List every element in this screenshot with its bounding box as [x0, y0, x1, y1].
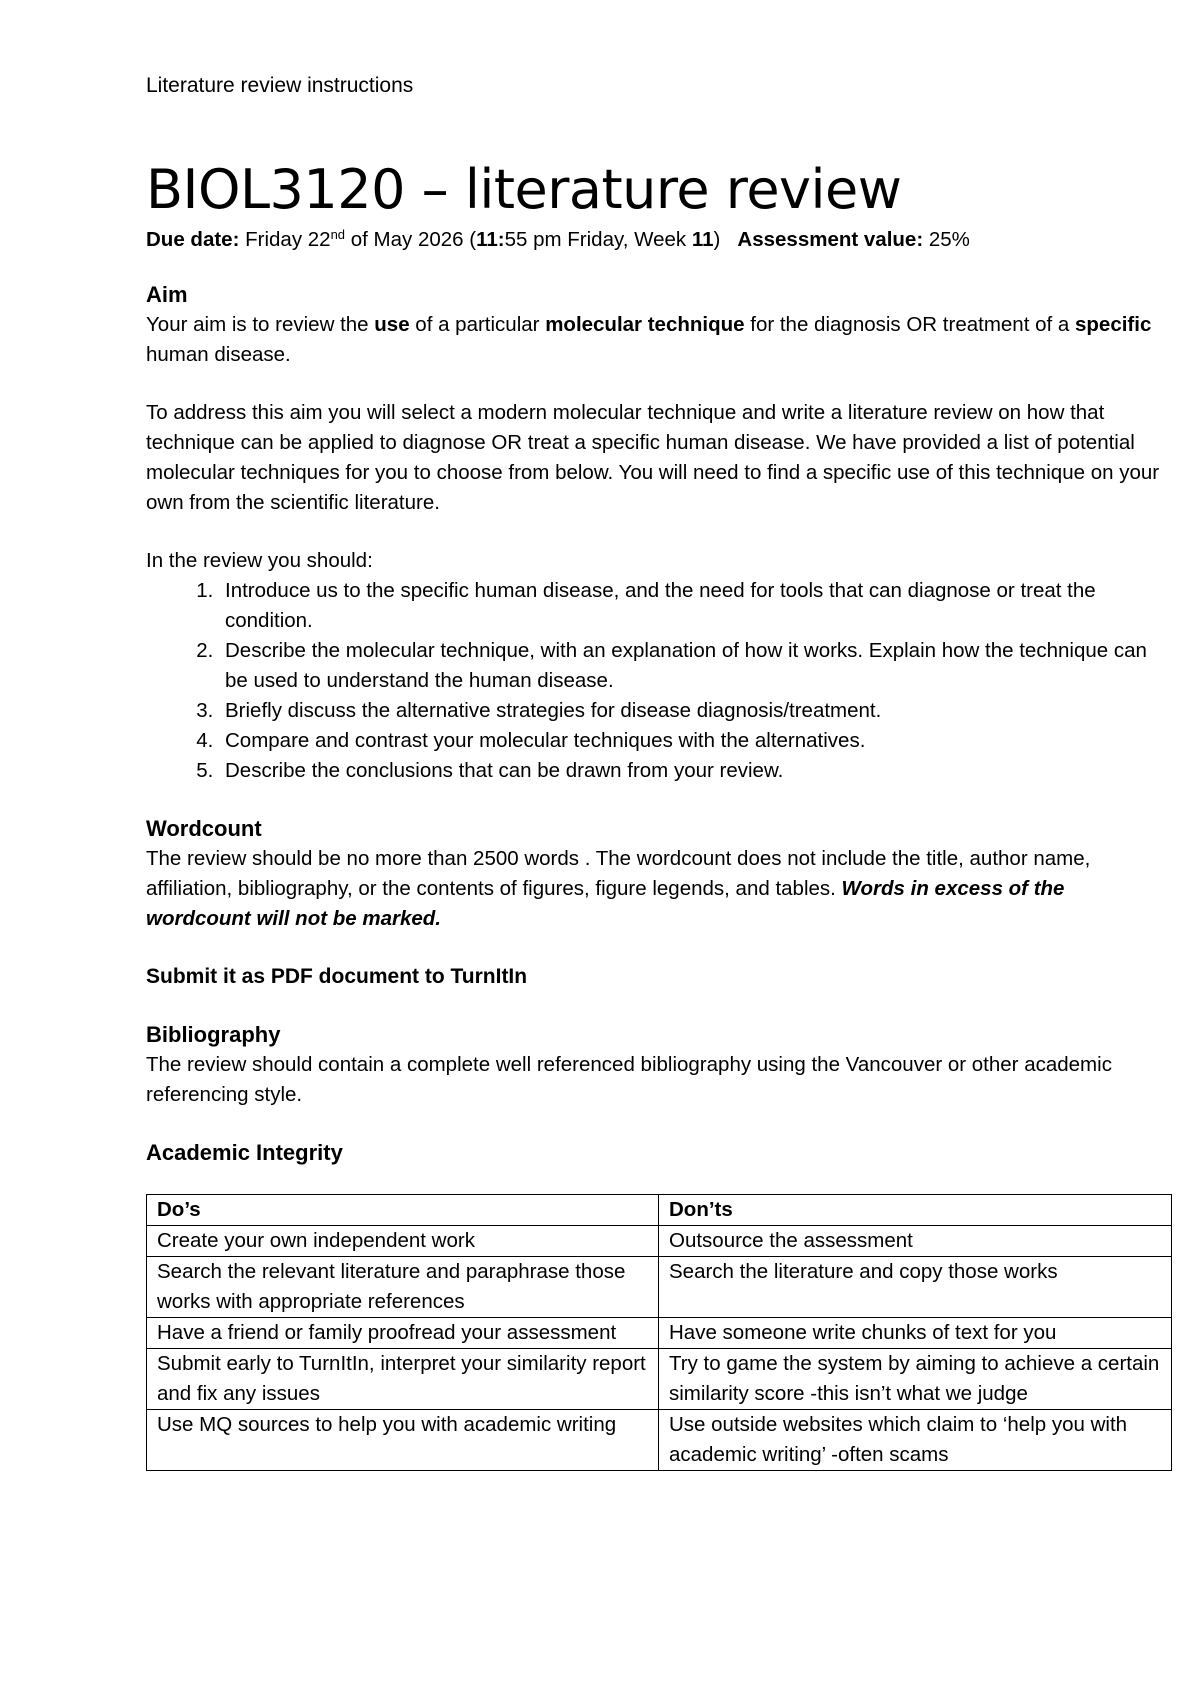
- due-day-suffix: nd: [330, 227, 346, 242]
- due-date-label: Due date:: [146, 228, 240, 251]
- review-points-list: [146, 576, 1172, 786]
- table-cell: Search the relevant literature and paraphrase those works with appropriate references: [147, 1257, 659, 1318]
- wordcount-text: The review should be no more than 2500 words . The wordcount does not include the title, author name, affiliation, bibliography, or the contents of figures, figure legends, and tables.: [146, 847, 1091, 900]
- aim-text-a: Your aim is to review the: [146, 313, 375, 336]
- table-cell: Outsource the assessment: [659, 1226, 1172, 1257]
- due-day: Friday 22: [245, 228, 331, 251]
- submit-heading: Submit it as PDF document to TurnItIn: [146, 965, 528, 988]
- list-item: 5. Describe the conclusions that can be drawn from your review.: [219, 756, 1172, 786]
- aim-text-c: for the diagnosis OR treatment of a: [744, 313, 1075, 336]
- aim-text-b: of a particular: [409, 313, 546, 336]
- column-header-donts: Don’ts: [659, 1195, 1172, 1226]
- table-cell: Have someone write chunks of text for you: [659, 1318, 1172, 1349]
- due-close: ): [713, 228, 721, 251]
- table-cell: Search the literature and copy those works: [659, 1257, 1172, 1318]
- list-item: 4. Compare and contrast your molecular techniques with the alternatives.: [219, 726, 1172, 756]
- table-cell: Use outside websites which claim to ‘help you with academic writing’ -often scams: [659, 1410, 1172, 1471]
- aim-text-d: human disease.: [146, 343, 291, 366]
- academic-integrity-heading: Academic Integrity: [146, 1140, 343, 1165]
- due-time: 11:: [476, 228, 505, 251]
- assessment-value: 25%: [928, 228, 970, 251]
- list-item: 1. Introduce us to the specific human disease, and the need for tools that can diagnose or treat the condition.: [219, 576, 1172, 636]
- aim-paragraph-1: [146, 310, 1172, 370]
- list-item: 3. Briefly discuss the alternative strategies for disease diagnosis/treatment.: [219, 696, 1172, 726]
- wordcount-paragraph: [146, 844, 1172, 934]
- integrity-table: [146, 1194, 1172, 1471]
- table-cell: Have a friend or family proofread your assessment: [147, 1318, 659, 1349]
- wordcount-warning: Words in excess of the wordcount will not be marked.: [146, 877, 1065, 930]
- table-cell: Submit early to TurnItIn, interpret your similarity report and fix any issues: [147, 1349, 659, 1410]
- wordcount-heading: Wordcount: [146, 816, 262, 841]
- running-header: Literature review instructions: [146, 74, 414, 97]
- list-intro: In the review you should:: [146, 549, 373, 572]
- table-cell: Try to game the system by aiming to achieve a certain similarity score -this isn’t what we judge: [659, 1349, 1172, 1410]
- table-row: [147, 1410, 1172, 1471]
- table-header-row: [147, 1195, 1172, 1226]
- table-row: [147, 1318, 1172, 1349]
- table-cell: Use MQ sources to help you with academic writing: [147, 1410, 659, 1471]
- document-page: [146, 72, 1172, 1471]
- column-header-dos: Do’s: [147, 1195, 659, 1226]
- aim-heading: Aim: [146, 282, 188, 307]
- aim-specific: specific: [1075, 313, 1152, 336]
- due-date-line: [146, 226, 1172, 254]
- table-cell: Create your own independent work: [147, 1226, 659, 1257]
- assessment-value-label: Assessment value:: [737, 228, 924, 251]
- bibliography-heading: Bibliography: [146, 1022, 281, 1047]
- aim-use: use: [374, 313, 410, 336]
- due-week: 11: [691, 228, 714, 251]
- table-row: [147, 1257, 1172, 1318]
- page-title: BIOL3120 – literature review: [146, 158, 902, 221]
- table-row: [147, 1226, 1172, 1257]
- due-time-rest: 55 pm Friday, Week: [504, 228, 692, 251]
- due-rest: of May 2026 (: [345, 228, 477, 251]
- bibliography-paragraph: The review should contain a complete well referenced bibliography using the Vancouver or other academic referencing style.: [146, 1053, 1112, 1106]
- aim-paragraph-2: To address this aim you will select a modern molecular technique and write a literature review on how that technique can be applied to diagnose OR treat a specific human disease. We have provided a list of potential molecular techniques for you to choose from below. You will need to find a specific use of this technique on your own from the scientific literature.: [146, 401, 1160, 514]
- aim-molecular-technique: molecular technique: [545, 313, 745, 336]
- table-row: [147, 1349, 1172, 1410]
- list-item: 2. Describe the molecular technique, with an explanation of how it works. Explain how the technique can be used to understand the human disease.: [219, 636, 1172, 696]
